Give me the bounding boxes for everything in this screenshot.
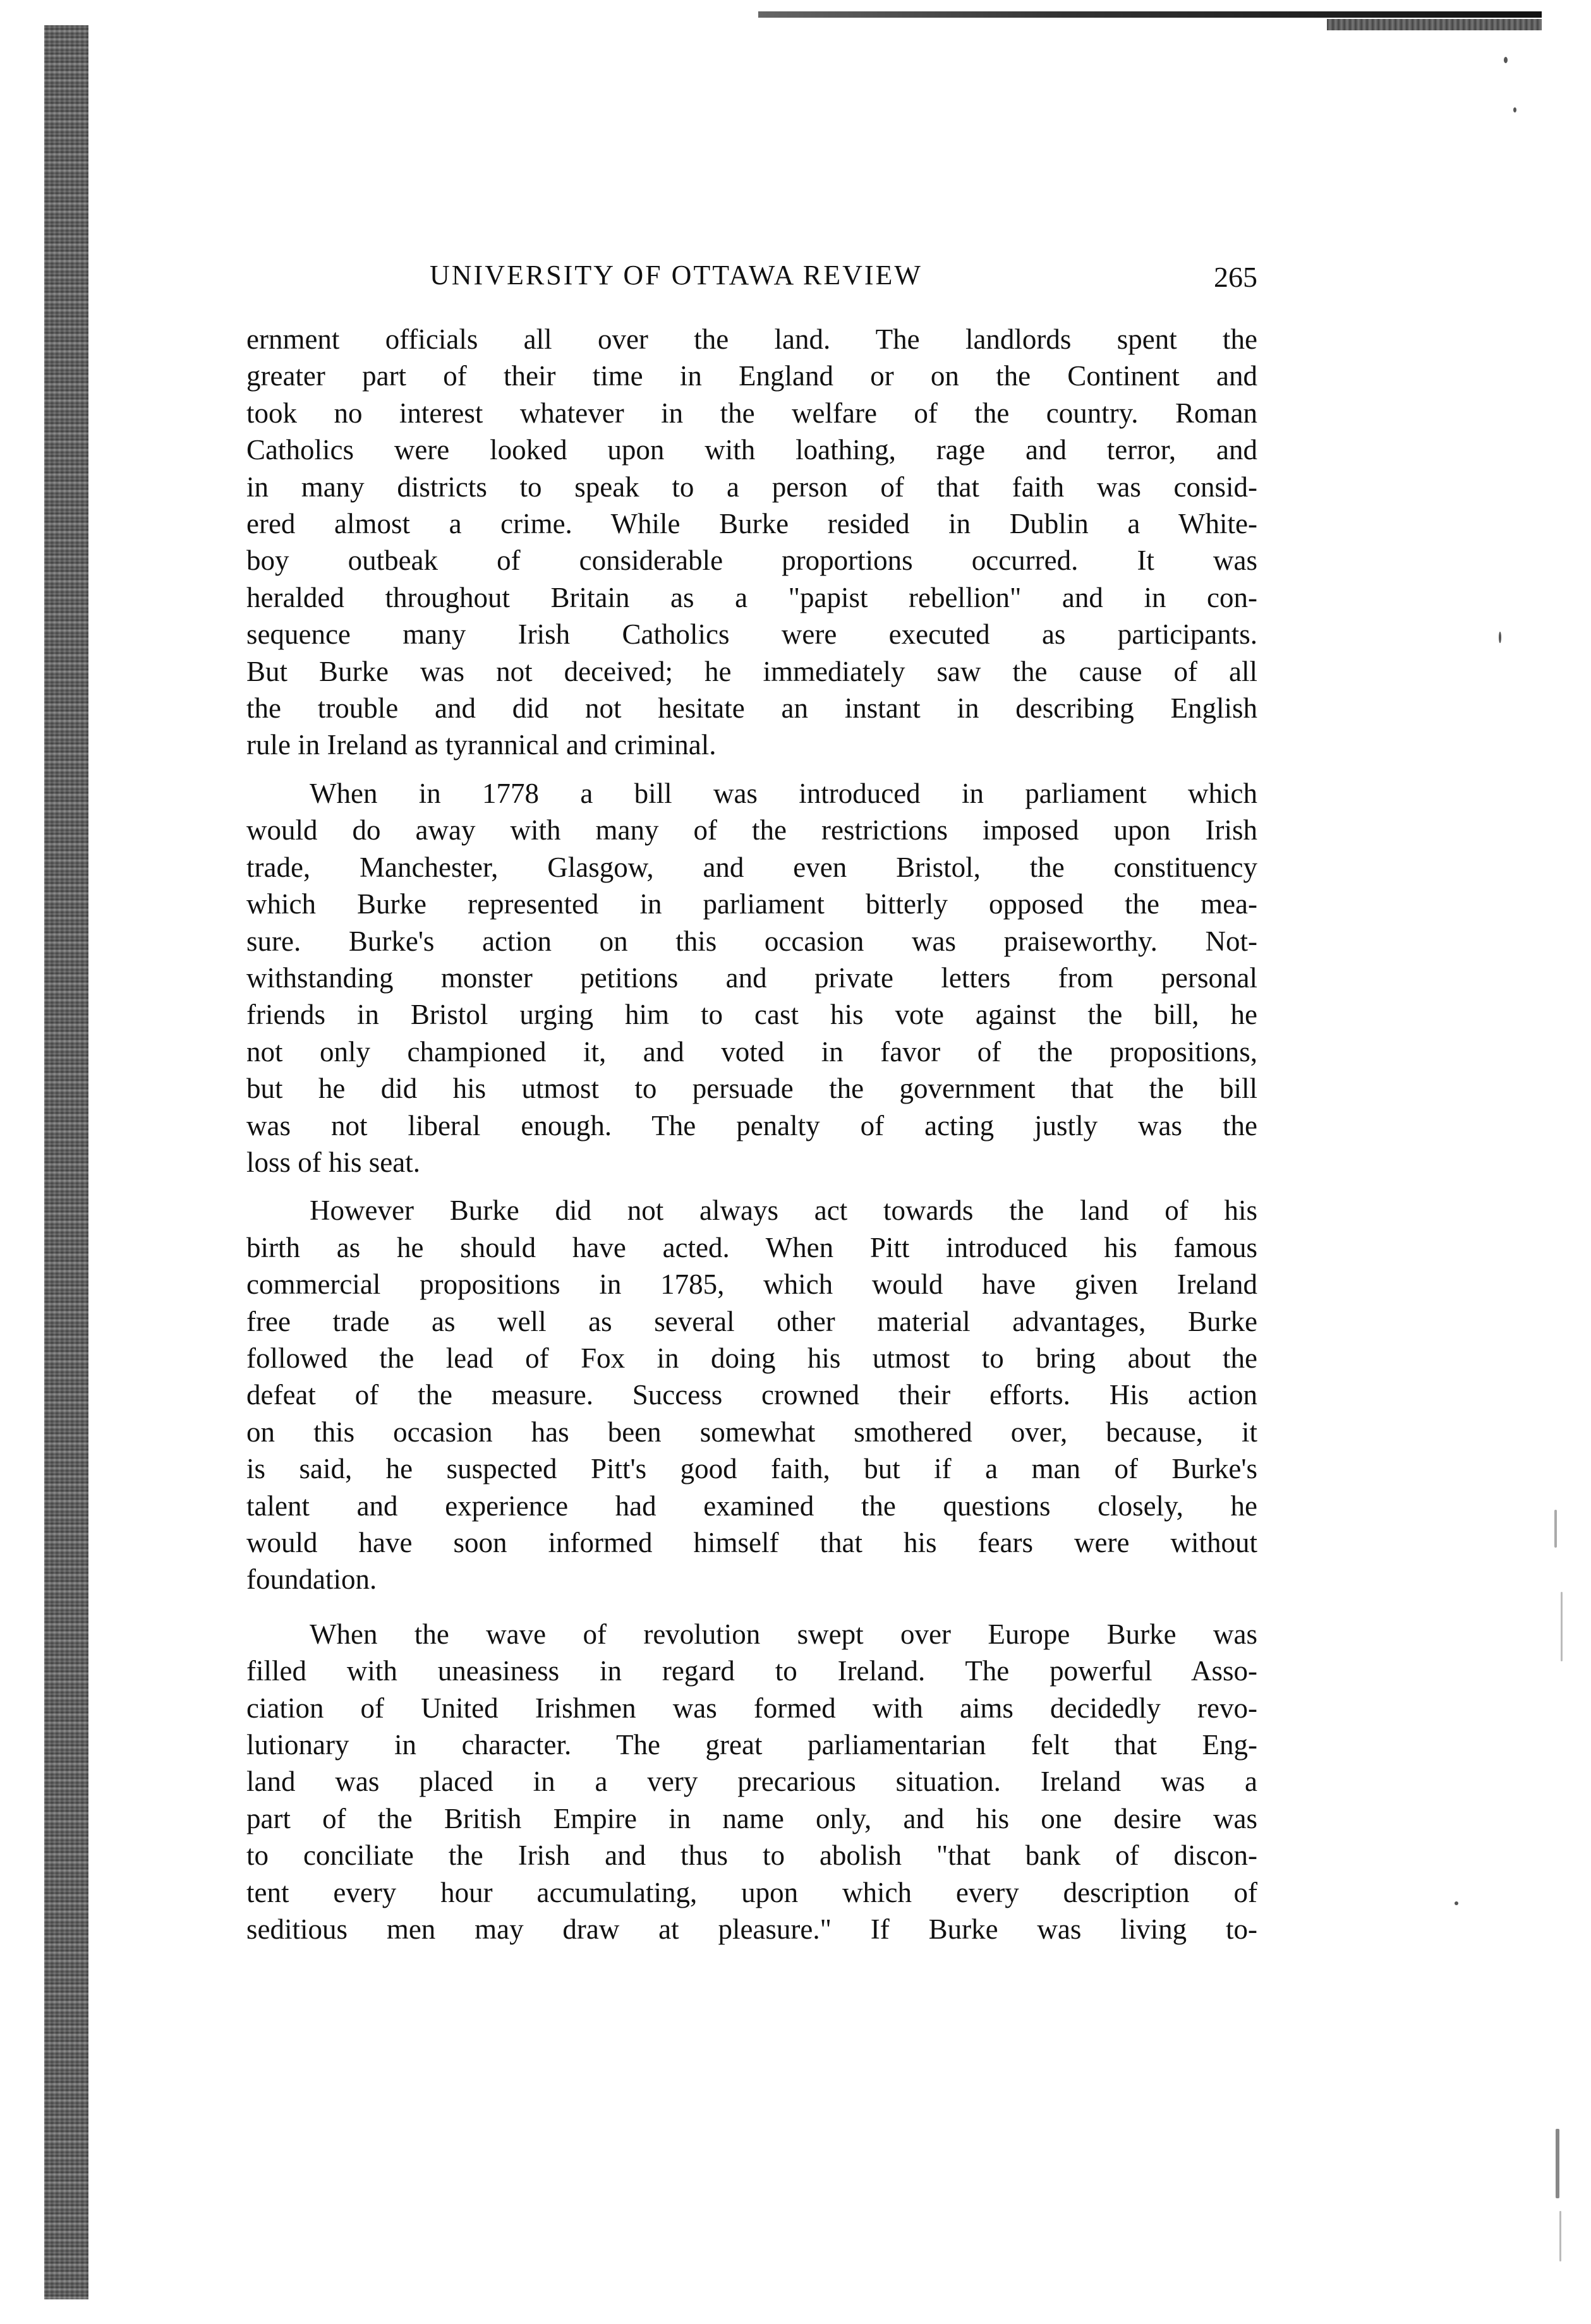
text-line: sequence many Irish Catholics were executed as participants. — [246, 618, 1257, 651]
text-line: loss of his seat. — [246, 1146, 420, 1178]
margin-speck — [1455, 1901, 1458, 1905]
text-line: took no interest whatever in the welfare of the country. Roman — [246, 397, 1257, 429]
text-line: the trouble and did not hesitate an instant in describing English — [246, 692, 1257, 725]
text-line: heralded throughout Britain as a "papist rebellion" and in con- — [246, 581, 1257, 613]
text-line: However Burke did not always act towards the land of his — [310, 1195, 1257, 1227]
text-line: sure. Burke's action on this occasion was praiseworthy. Not- — [246, 925, 1257, 957]
margin-speck — [1556, 2129, 1559, 2198]
paragraph-4 — [246, 1616, 1257, 1948]
text-line: trade, Manchester, Glasgow, and even Bristol, the constituency — [246, 851, 1257, 883]
text-line: to conciliate the Irish and thus to abolish "that bank of discon- — [246, 1839, 1257, 1872]
text-line: birth as he should have acted. When Pitt introduced his famous — [246, 1231, 1257, 1263]
paragraph-gap — [246, 764, 1257, 775]
paragraph-2 — [246, 775, 1257, 1181]
text-line: part of the British Empire in name only, and his one desire was — [246, 1802, 1257, 1834]
text-line: in many districts to speak to a person of that faith was consid- — [246, 471, 1257, 503]
scan-top-rule-dark — [1327, 19, 1542, 30]
text-line: on this occasion has been somewhat smothered over, because, it — [246, 1416, 1257, 1448]
scanned-binding-edge — [44, 25, 88, 2299]
text-line: boy outbeak of considerable proportions occurred. It was — [246, 545, 1257, 577]
margin-speck — [1554, 1510, 1557, 1548]
text-line: Catholics were looked upon with loathing, rage and terror, and — [246, 434, 1257, 466]
margin-speck — [1559, 2211, 1561, 2261]
text-line: followed the lead of Fox in doing his utmost to bring about the — [246, 1342, 1257, 1374]
text-line: When in 1778 a bill was introduced in parliament which — [310, 777, 1257, 809]
text-line: talent and experience had examined the questions closely, he — [246, 1490, 1257, 1522]
book-page — [246, 240, 1257, 1948]
text-line: but he did his utmost to persuade the government that the bill — [246, 1073, 1257, 1105]
text-line: was not liberal enough. The penalty of acting justly was the — [246, 1109, 1257, 1141]
text-line: defeat of the measure. Success crowned their efforts. His action — [246, 1379, 1257, 1411]
paragraph-gap — [246, 1181, 1257, 1192]
text-line: lutionary in character. The great parliamentarian felt that Eng- — [246, 1729, 1257, 1761]
text-line: land was placed in a very precarious situation. Ireland was a — [246, 1766, 1257, 1798]
running-head — [246, 240, 1257, 297]
paragraph-gap — [246, 1598, 1257, 1616]
text-line: ernment officials all over the land. The landlords spent the — [246, 323, 1257, 355]
text-line: would have soon informed himself that his fears were without — [246, 1527, 1257, 1558]
text-line: is said, he suspected Pitt's good faith, but if a man of Burke's — [246, 1453, 1257, 1485]
text-line: not only championed it, and voted in favor of the propositions, — [246, 1035, 1257, 1068]
paragraph-3 — [246, 1192, 1257, 1598]
page-number: 265 — [1214, 261, 1257, 293]
running-title: UNIVERSITY OF OTTAWA REVIEW — [430, 260, 923, 291]
paragraph-1 — [246, 321, 1257, 764]
text-line: would do away with many of the restrictions imposed upon Irish — [246, 814, 1257, 846]
margin-speck — [1561, 1592, 1563, 1661]
margin-speck — [1504, 57, 1508, 63]
text-line: ciation of United Irishmen was formed with aims decidedly revo- — [246, 1692, 1257, 1724]
body-text — [246, 321, 1257, 1948]
text-line: But Burke was not deceived; he immediately saw the cause of all — [246, 655, 1257, 687]
text-line: rule in Ireland as tyrannical and criminal. — [246, 729, 717, 761]
text-line: free trade as well as several other material advantages, Burke — [246, 1305, 1257, 1337]
scan-top-rule — [758, 11, 1542, 18]
text-line: foundation. — [246, 1563, 377, 1596]
text-line: greater part of their time in England or on the Continent and — [246, 360, 1257, 392]
text-line: commercial propositions in 1785, which would have given Ireland — [246, 1268, 1257, 1301]
text-line: seditious men may draw at pleasure." If Burke was living to- — [246, 1913, 1257, 1946]
text-line: which Burke represented in parliament bitterly opposed the mea- — [246, 888, 1257, 920]
margin-speck — [1499, 632, 1501, 643]
text-line: When the wave of revolution swept over Europe Burke was — [310, 1618, 1257, 1650]
text-line: withstanding monster petitions and private letters from personal — [246, 961, 1257, 994]
text-line: filled with uneasiness in regard to Ireland. The powerful Asso- — [246, 1655, 1257, 1687]
text-line: friends in Bristol urging him to cast his vote against the bill, he — [246, 999, 1257, 1031]
text-line: tent every hour accumulating, upon which every description of — [246, 1876, 1257, 1908]
text-line: ered almost a crime. While Burke resided in Dublin a White- — [246, 508, 1257, 540]
margin-speck — [1513, 107, 1516, 112]
